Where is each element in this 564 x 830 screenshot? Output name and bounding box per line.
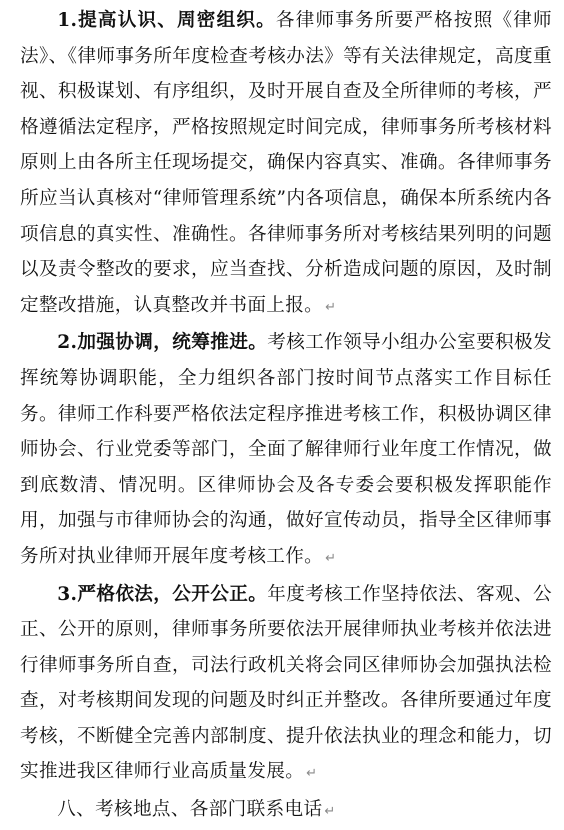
paragraph-3-body: 年度考核工作坚持依法、客观、公正、公开的原则，律师事务所要依法开展律师执业考核并依法进行律师事务所自查，司法行政机关将会同区律师协会加强执法检查，对考核期间发现的问题及时纠正并整改。各律所要通过年度考核，不断健全完善内部制度、提升依法执业的理念和能力，切实推进我区律师行业高质量发展。 (20, 583, 552, 783)
section-heading-text: 八、考核地点、各部门联系电话 (57, 799, 323, 821)
paragraph-mark-icon: ↵ (306, 766, 318, 782)
paragraph-mark-icon: ↵ (325, 299, 337, 315)
paragraph-3 (20, 577, 552, 793)
paragraph-1-lead: 1.提高认识、周密组织。 (57, 10, 276, 31)
paragraph-2-body: 考核工作领导小组办公室要积极发挥统筹协调职能，全力组织各部门按时间节点落实工作目标任务。律师工作科要严格依法定程序推进考核工作，积极协调区律师协会、行业党委等部门，全面了解律师行业年度工作情况，做到底数清、情况明。区律师协会及各专委会要积极发挥职能作用，加强与市律师协会的沟通，做好宣传动员，指导全区律师事务所对执业律师开展年度考核工作。 (20, 332, 552, 567)
section-heading (20, 792, 552, 830)
paragraph-1 (20, 3, 552, 325)
paragraph-1-body: 各律师事务所要严格按照《律师法》、《律师事务所年度检查考核办法》等有关法律规定，高度重视、积极谋划、有序组织，及时开展自查及全所律师的考核，严格遵循法定程序，严格按照规定时间完成，律师事务所考核材料原则上由各所主任现场提交，确保内容真实、准确。各律师事务所应当认真核对“律师管理系统”内各项信息，确保本所系统内各项信息的真实性、准确性。各律师事务所对考核结果列明的问题以及责令整改的要求，应当查找、分析造成问题的原因，及时制定整改措施，认真整改并书面上报。 (20, 10, 552, 316)
paragraph-mark-icon: ↵ (324, 804, 336, 820)
paragraph-3-lead: 3.严格依法，公开公正。 (57, 583, 268, 605)
paragraph-mark-icon: ↵ (325, 550, 337, 566)
paragraph-2-lead: 2.加强协调，统筹推进。 (57, 332, 268, 354)
paragraph-2 (20, 325, 552, 576)
